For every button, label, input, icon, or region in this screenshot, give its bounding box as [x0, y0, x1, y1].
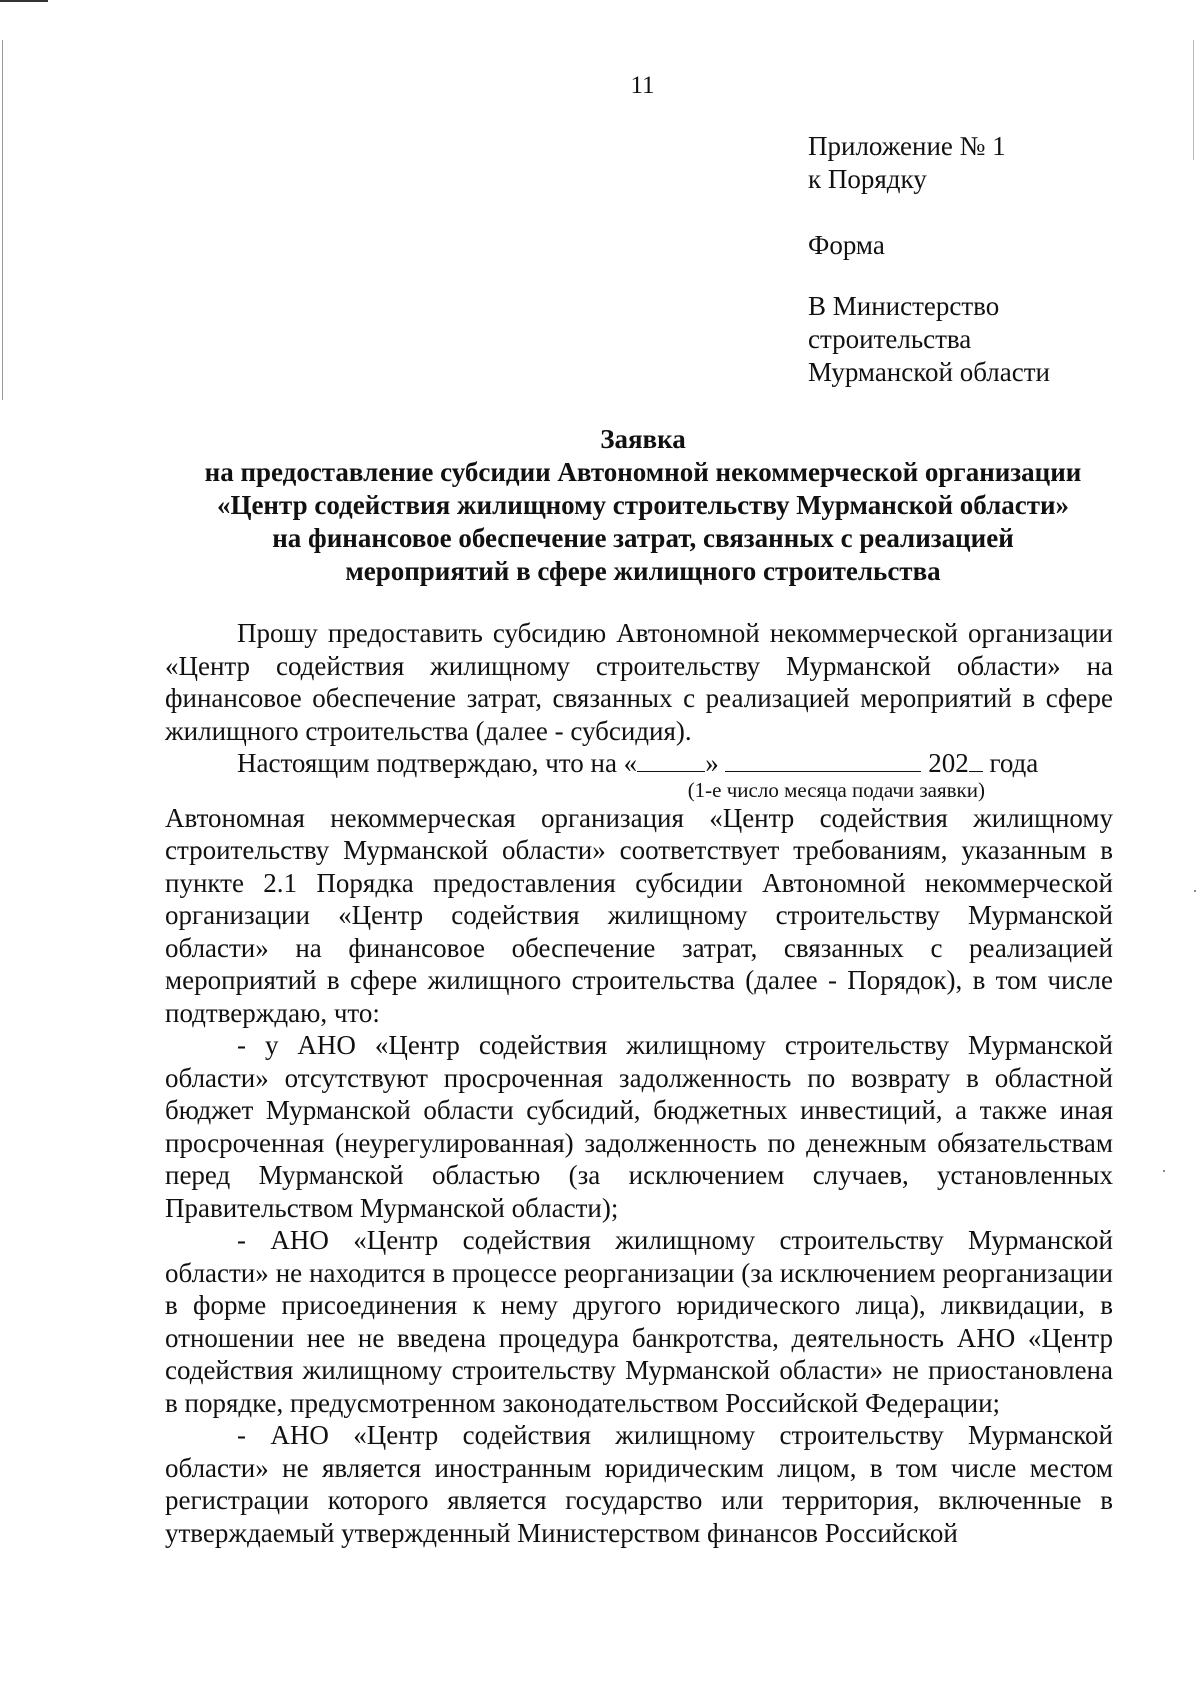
- document-body: [165, 617, 1113, 1549]
- addressee-line: Мурманской области: [808, 357, 1050, 387]
- scan-corner-mark: [0, 0, 48, 2]
- title-line: на финансовое обеспечение затрат, связанных с реализацией: [272, 523, 1014, 553]
- document-title: [150, 423, 1136, 588]
- date-hint: (1-е число месяца подачи заявки): [687, 777, 985, 802]
- confirmation-date-line: [165, 747, 1113, 780]
- form-label: Форма: [808, 230, 885, 260]
- title-line: «Центр содействия жилищному строительству Мурманской области»: [216, 490, 1070, 520]
- annex-block: [808, 130, 1050, 389]
- addressee-line: строительства: [808, 324, 972, 354]
- annex-reference: к Порядку: [808, 164, 927, 194]
- annex-title: Приложение № 1: [808, 131, 1006, 161]
- title-line: на предоставление субсидии Автономной некоммерческой организации: [204, 457, 1082, 487]
- page-number: 11: [630, 72, 655, 99]
- quote-close: »: [705, 748, 719, 778]
- scan-speck: [1194, 890, 1196, 892]
- year-prefix: 202: [928, 748, 969, 778]
- year-blank-field[interactable]: [969, 749, 983, 772]
- title-line: мероприятий в сфере жилищного строительства: [345, 556, 941, 586]
- confirmation-prefix: Настоящим подтверждаю, что на «: [237, 748, 638, 778]
- list-item: - АНО «Центр содействия жилищному строительству Мурманской области» не является иностранным юридическим лицом, в том числе местом регистрации которого является государство или территория, включенные в утверждаемый утвержденный Министерством финансов Российской: [165, 1420, 1113, 1548]
- scan-speck: [1163, 1170, 1165, 1172]
- scan-edge-right: [1193, 40, 1194, 160]
- addressee-line: В Министерство: [808, 291, 1000, 321]
- request-paragraph: Прошу предоставить субсидию Автономной некоммерческой организации «Центр содействия жилищному строительству Мурманской области» на финансовое обеспечение затрат, связанных с реализацией мероприятий в сфере жилищного строительства (далее - субсидия).: [165, 618, 1113, 746]
- list-item: - у АНО «Центр содействия жилищному строительству Мурманской области» отсутствуют просроченная задолженность по возврату в областной бюджет Мурманской области субсидий, бюджетных инвестиций, а также иная просроченная (неурегулированная) задолженность по денежным обязательствам перед Мурманской областью (за исключением случаев, установленных Правительством Мурманской области);: [165, 1030, 1113, 1223]
- year-suffix: года: [989, 748, 1039, 778]
- month-blank-field[interactable]: [725, 749, 921, 772]
- title-heading: Заявка: [600, 424, 686, 454]
- day-blank-field[interactable]: [637, 749, 705, 772]
- list-item: - АНО «Центр содействия жилищному строительству Мурманской области» не находится в процессе реорганизации (за исключением реорганизации в форме присоединения к нему другого юридического лица), ликвидации, в отношении нее не введена процедура банкротства, деятельность АНО «Центр содействия жилищному строительству Мурманской области» не приостановлена в порядке, предусмотренном законодательством Российской Федерации;: [165, 1225, 1113, 1418]
- compliance-paragraph: Автономная некоммерческая организация «Центр содействия жилищному строительству Мурманской области» соответствует требованиям, указанным в пункте 2.1 Порядка предоставления субсидии Автономной некоммерческой организации «Центр содействия жилищному строительству Мурманской области» на финансовое обеспечение затрат, связанных с реализацией мероприятий в сфере жилищного строительства (далее - Порядок), в том числе подтверждаю, что:: [165, 802, 1113, 1028]
